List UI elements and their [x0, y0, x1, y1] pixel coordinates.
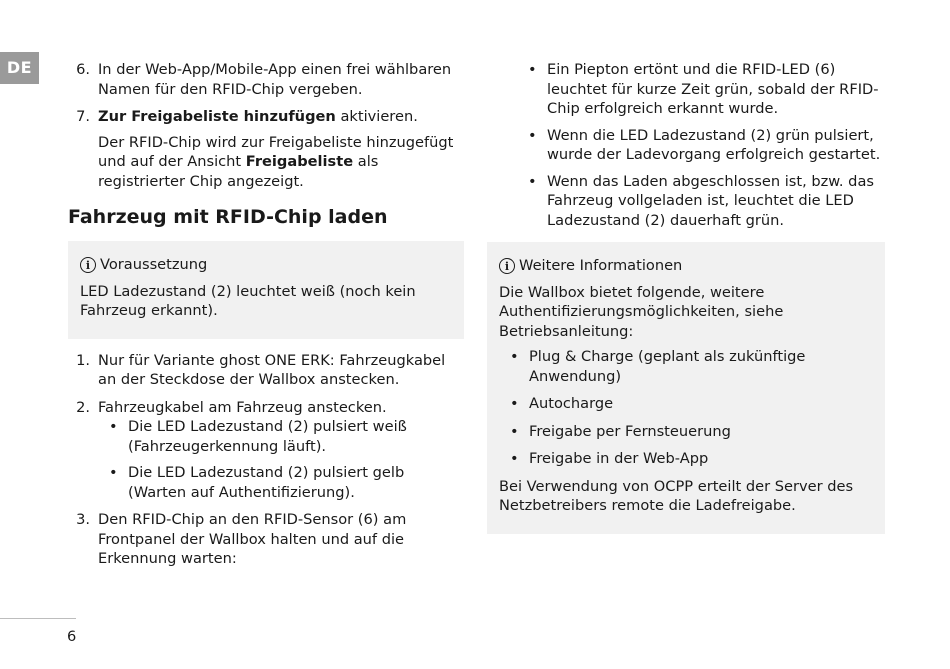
info-icon: i	[80, 257, 96, 273]
info-intro: Die Wallbox bietet folgende, weitere Authentifizierungsmöglichkeiten, siehe Betriebsanleitung:	[499, 283, 784, 340]
list-item: • Die LED Ladezustand (2) pulsiert weiß (Fahrzeugerkennung läuft).	[98, 417, 464, 456]
list-item: • Die LED Ladezustand (2) pulsiert gelb (Warten auf Authentifizierung).	[98, 463, 464, 502]
prerequisite-header	[80, 255, 452, 275]
page-number: 6	[67, 628, 77, 645]
step-6	[68, 60, 464, 99]
desc-text: Der RFID-Chip wird zur Freigabeliste hinzugefügt und auf der Ansicht	[98, 133, 454, 170]
info-outro: Bei Verwendung von OCPP erteilt der Server des Netzbetreibers remote die Ladefreigabe.	[499, 477, 854, 514]
info-box	[487, 242, 885, 534]
list-item: • Freigabe per Fernsteuerung	[499, 422, 873, 442]
step-text: Den RFID-Chip an den RFID-Sensor (6) am Frontpanel der Wallbox halten und auf die Erkennung warten:	[98, 511, 407, 567]
charging-steps	[68, 351, 464, 569]
list-item: • Wenn die LED Ladezustand (2) grün pulsiert, wurde der Ladevorgang erfolgreich gestartet.	[487, 126, 885, 165]
list-item: • Freigabe in der Web-App	[499, 449, 873, 469]
language-tab: DE	[0, 52, 39, 84]
info-title: Weitere Informationen	[519, 257, 683, 274]
step-text: In der Web-App/Mobile-App einen frei wählbaren Namen für den RFID-Chip vergeben.	[98, 61, 452, 98]
step-number: 1.	[76, 351, 90, 369]
info-icon: i	[499, 258, 515, 274]
step-3	[68, 510, 464, 569]
step-number: 2.	[76, 398, 90, 416]
step-3-results	[487, 60, 885, 230]
left-column	[68, 60, 464, 577]
step-bold-action: Zur Freigabeliste hinzufügen	[98, 108, 336, 125]
step-text: aktivieren.	[335, 108, 418, 125]
step-2	[68, 398, 464, 503]
step-description	[98, 133, 464, 192]
list-item: • Plug & Charge (geplant als zukünftige Anwendung)	[499, 347, 873, 386]
step-text: Nur für Variante ghost ONE ERK: Fahrzeugkabel an der Steckdose der Wallbox anstecken.	[98, 351, 446, 388]
info-header	[499, 256, 873, 276]
info-bullets	[499, 347, 873, 469]
steps-list-continued	[68, 60, 464, 191]
list-item: • Wenn das Laden abgeschlossen ist, bzw. das Fahrzeug vollgeladen ist, leuchtet die LED Ladezustand (2) dauerhaft grün.	[487, 172, 885, 231]
right-column	[487, 60, 885, 534]
step-1	[68, 351, 464, 390]
step-number: 7.	[76, 108, 90, 125]
footer-divider	[0, 618, 76, 619]
prerequisite-title: Voraussetzung	[100, 256, 208, 273]
step-number: 6.	[76, 61, 90, 78]
list-item: • Ein Piepton ertönt und die RFID-LED (6) leuchtet für kurze Zeit grün, sobald der RFID-Chip erfolgreich erkannt wurde.	[487, 60, 885, 119]
step-number: 3.	[76, 511, 90, 528]
step-text: Fahrzeugkabel am Fahrzeug anstecken.	[98, 398, 387, 416]
prerequisite-text: LED Ladezustand (2) leuchtet weiß (noch kein Fahrzeug erkannt).	[80, 282, 416, 319]
list-item: • Autocharge	[499, 394, 873, 414]
desc-text: als registrierter Chip angezeigt.	[98, 153, 379, 190]
step-7	[68, 107, 464, 191]
step-2-bullets	[98, 417, 464, 502]
prerequisite-box	[68, 241, 464, 339]
desc-bold: Freigabeliste	[245, 153, 354, 170]
section-heading: Fahrzeug mit RFID-Chip laden	[68, 206, 388, 228]
